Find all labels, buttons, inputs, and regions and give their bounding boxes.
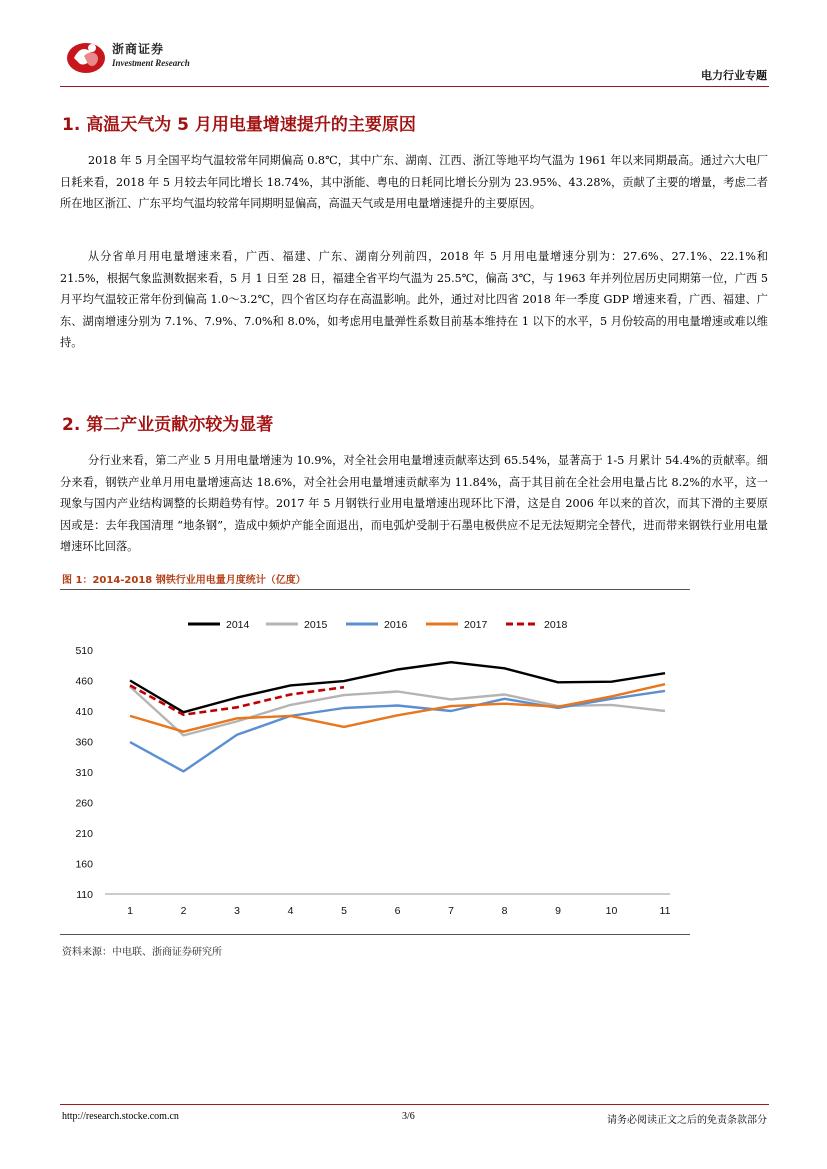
section-1-paragraph-2: 从分省单月用电量增速来看，广西、福建、广东、湖南分列前四，2018 年 5 月用电量增速分别为：27.6%、27.1%、22.1%和 21.5%，根据气象监测数据来看，5 月 1 日至 28 日，福建全省平均气温为 25.5℃，偏高 3℃，与 1963 年并列位居历史同期第一位，广西 5 月平均气温较正常年份到偏高 1.0～3.2℃，四个省区均存在高温影响。此外，通过对比四省 2018 年一季度 GDP 增速来看，广西、福建、广东、湖南增速分别为 7.1%、7.9%、7.0%和 8.0%，如考虑用电量弹性系数目前基本维持在 1 以下的水平，5 月份较高的用电量增速或难以维持。 — [60, 250, 768, 349]
x-tick-label: 7 — [448, 905, 454, 917]
x-tick-label: 11 — [659, 905, 671, 917]
y-tick-label: 160 — [75, 858, 93, 871]
figure-bottom-rule — [60, 934, 690, 935]
x-tick-label: 2 — [180, 905, 187, 917]
series-line-2016 — [130, 691, 665, 772]
logo-chinese-name: 浙商证券 — [112, 42, 165, 56]
x-tick-label: 6 — [394, 905, 401, 917]
y-tick-label: 310 — [75, 767, 93, 779]
logo-english-name: Investment Research — [112, 58, 190, 68]
legend-label-2016: 2016 — [384, 619, 408, 631]
figure-caption: 图 1：2014-2018 钢铁行业用电量月度统计（亿度） — [62, 575, 306, 586]
line-chart — [60, 590, 690, 934]
logo-emblem-icon — [66, 36, 106, 76]
figure-source: 资料来源：中电联、浙商证券研究所 — [62, 947, 222, 958]
y-tick-label: 110 — [76, 889, 93, 901]
y-tick-label: 410 — [75, 706, 93, 718]
y-tick-label: 510 — [75, 645, 93, 657]
x-tick-label: 5 — [341, 905, 347, 917]
x-tick-label: 3 — [234, 905, 240, 917]
report-type-label: 电力行业专题 — [701, 69, 767, 82]
section-1-heading: 1. 高温天气为 5 月用电量增速提升的主要原因 — [62, 115, 416, 135]
legend-label-2014: 2014 — [226, 619, 250, 631]
section-1-paragraph-1: 2018 年 5 月全国平均气温较常年同期偏高 0.8℃，其中广东、湖南、江西、浙江等地平均气温为 1961 年以来同期最高。通过六大电厂日耗来看，2018 年 5 月较去年同比增长 18.74%，其中浙能、粤电的日耗同比增长分别为 23.95%、43.28%，贡献了主要的增量，考虑二者所在地区浙江、广东平均气温均较常年同期明显偏高，高温天气或是用电量增速提升的主要原因。 — [60, 154, 768, 210]
footer-url: http://research.stocke.com.cn — [62, 1111, 179, 1122]
y-tick-label: 360 — [75, 736, 93, 749]
company-logo — [66, 36, 196, 80]
x-tick-label: 10 — [605, 905, 618, 917]
x-tick-label: 9 — [555, 905, 561, 917]
legend-label-2015: 2015 — [304, 619, 328, 631]
page-number: 3/6 — [402, 1111, 415, 1122]
legend-label-2018: 2018 — [544, 619, 568, 631]
y-tick-label: 210 — [75, 828, 93, 840]
header-divider — [60, 86, 769, 87]
y-tick-label: 260 — [75, 797, 93, 810]
legend-label-2017: 2017 — [464, 619, 488, 631]
x-tick-label: 1 — [127, 905, 133, 917]
x-tick-label: 8 — [501, 905, 508, 917]
section-2-paragraph-1: 分行业来看，第二产业 5 月用电量增速为 10.9%，对全社会用电量增速贡献率达到 65.54%，显著高于 1-5 月累计 54.4%的贡献率。细分来看，钢铁产业单月用电量增速高达 18.6%，对全社会用电量增速贡献率为 11.84%，高于其目前在全社会用电量占比 8.2%的水平，这一现象与国内产业结构调整的长期趋势有悖。2017 年 5 月钢铁行业用电量增速出现环比下滑，这是自 2006 年以来的首次，而其下滑的主要原因或是：去年我国清理 “地条钢”，造成中频炉产能全面退出，而电弧炉受制于石墨电极供应不足无法短期完全替代，进而带来钢铁行业用电量增速环比回落。 — [60, 454, 768, 553]
y-tick-label: 460 — [75, 675, 93, 688]
section-2-heading: 2. 第二产业贡献亦较为显著 — [62, 415, 274, 435]
footer-divider — [60, 1104, 769, 1105]
footer-disclaimer: 请务必阅读正文之后的免责条款部分 — [607, 1115, 767, 1126]
x-tick-label: 4 — [287, 905, 294, 917]
